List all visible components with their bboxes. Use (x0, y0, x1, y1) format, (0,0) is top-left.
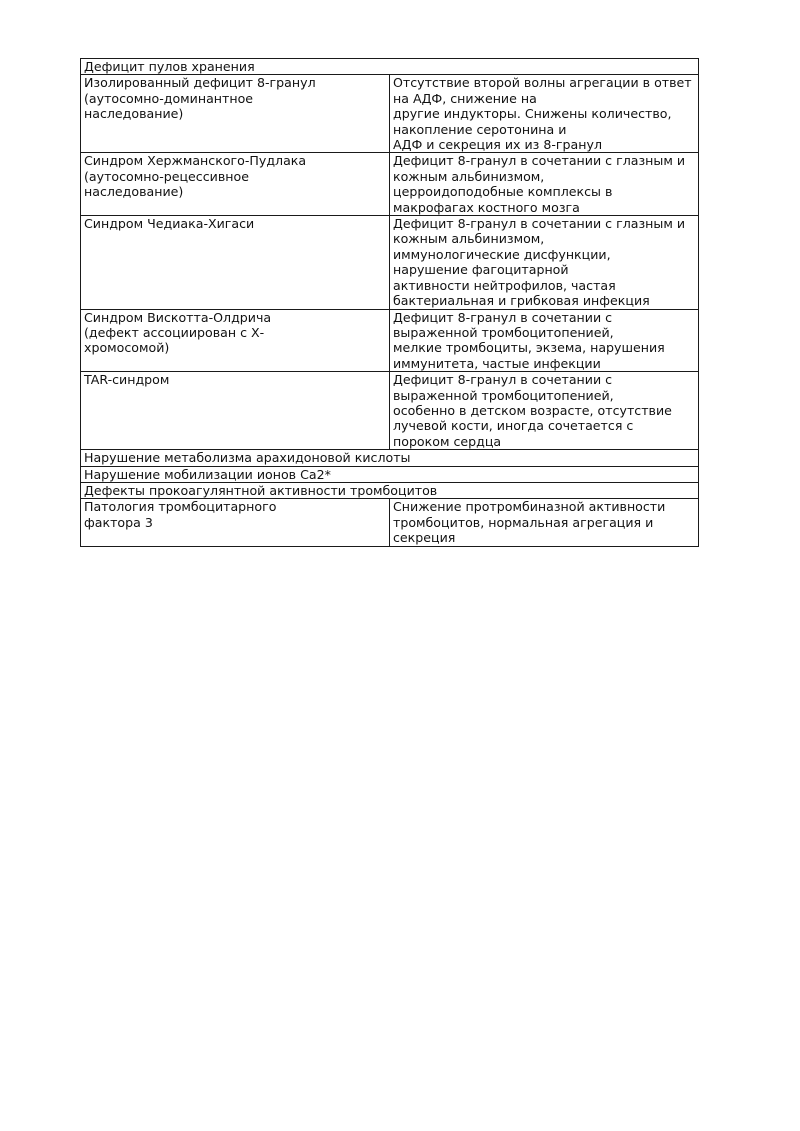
cell-line: Синдром Хержманского-Пудлака (84, 153, 307, 169)
disorder-description-cell (390, 216, 699, 309)
cell-line: Патология тромбоцитарного (84, 499, 277, 515)
cell-line: наследование) (84, 184, 184, 200)
cell-line: лучевой кости, иногда сочетается с (393, 418, 634, 434)
cell-line: особенно в детском возрасте, отсутствие (393, 402, 672, 418)
cell-line: (аутосомно-доминантное (84, 90, 254, 106)
table-row-section (81, 466, 699, 482)
cell-line: выраженной тромбоцитопенией, (393, 387, 614, 403)
cell-line: на АДФ, снижение на (393, 90, 537, 106)
disorder-name-cell (81, 309, 390, 372)
table-row-section (81, 482, 699, 498)
table-row (81, 499, 699, 546)
table-row (81, 153, 699, 216)
cell-line: активности нейтрофилов, частая (393, 277, 616, 293)
platelet-disorders-table (80, 58, 699, 547)
cell-line: нарушение фагоцитарной (393, 262, 569, 278)
table-row (81, 372, 699, 450)
cell-line: Отсутствие второй волны агрегации в ответ (393, 75, 692, 91)
cell-line: Дефицит 8-гранул в сочетании с глазным и (393, 216, 686, 232)
cell-line: кожным альбинизмом, (393, 231, 545, 247)
table-row-section (81, 59, 699, 75)
cell-line: АДФ и секреция их из 8-гранул (393, 137, 602, 153)
disorder-description-cell (390, 372, 699, 450)
table-row-section (81, 450, 699, 466)
section-header-arachidonic-acid: Нарушение метаболизма арахидоновой кислоты (81, 450, 699, 466)
table-body (81, 59, 699, 547)
cell-line: выраженной тромбоцитопенией, (393, 324, 614, 340)
cell-line: Синдром Чедиака-Хигаси (84, 216, 255, 232)
cell-line: секреция (393, 530, 456, 546)
cell-line: Снижение протромбиназной активности (393, 499, 666, 515)
section-header-storage-pool-deficiency: Дефицит пулов хранения (81, 59, 699, 75)
disorder-description-cell (390, 153, 699, 216)
cell-line: Изолированный дефицит 8-гранул (84, 75, 316, 91)
cell-line: TAR-синдром (84, 372, 170, 388)
cell-line: Дефицит 8-гранул в сочетании с (393, 309, 613, 325)
disorder-name-cell (81, 372, 390, 450)
disorder-name-cell (81, 499, 390, 546)
table-row (81, 75, 699, 153)
cell-line: церроидоподобные комплексы в (393, 184, 613, 200)
cell-line: фактора 3 (84, 514, 153, 530)
cell-line: (аутосомно-рецессивное (84, 168, 249, 184)
cell-line: пороком сердца (393, 433, 502, 449)
disorder-name-cell (81, 153, 390, 216)
cell-line: иммунитета, частые инфекции (393, 355, 601, 371)
cell-line: иммунологические дисфункции, (393, 246, 611, 262)
cell-line: Дефицит 8-гранул в сочетании с (393, 372, 613, 388)
cell-line: тромбоцитов, нормальная агрегация и (393, 514, 654, 530)
cell-line: бактериальная и грибковая инфекция (393, 293, 650, 309)
cell-line: Синдром Вискотта-Олдрича (84, 309, 272, 325)
cell-line: Дефицит 8-гранул в сочетании с глазным и (393, 153, 686, 169)
disorder-description-cell (390, 75, 699, 153)
cell-line: макрофагах костного мозга (393, 199, 580, 215)
cell-line: накопление серотонина и (393, 121, 567, 137)
table-row (81, 309, 699, 372)
disorder-description-cell (390, 309, 699, 372)
cell-line: наследование) (84, 106, 184, 122)
disorder-name-cell (81, 216, 390, 309)
table-row (81, 216, 699, 309)
section-header-calcium-mobilization: Нарушение мобилизации ионов Са2* (81, 466, 699, 482)
cell-line: хромосомой) (84, 340, 170, 356)
cell-line: мелкие тромбоциты, экзема, нарушения (393, 340, 665, 356)
cell-line: другие индукторы. Снижены количество, (393, 106, 672, 122)
cell-line: кожным альбинизмом, (393, 168, 545, 184)
section-header-procoagulant-activity: Дефекты прокоагулянтной активности тромбоцитов (81, 482, 699, 498)
disorder-description-cell (390, 499, 699, 546)
disorder-name-cell (81, 75, 390, 153)
cell-line: (дефект ассоциирован с Х- (84, 324, 265, 340)
